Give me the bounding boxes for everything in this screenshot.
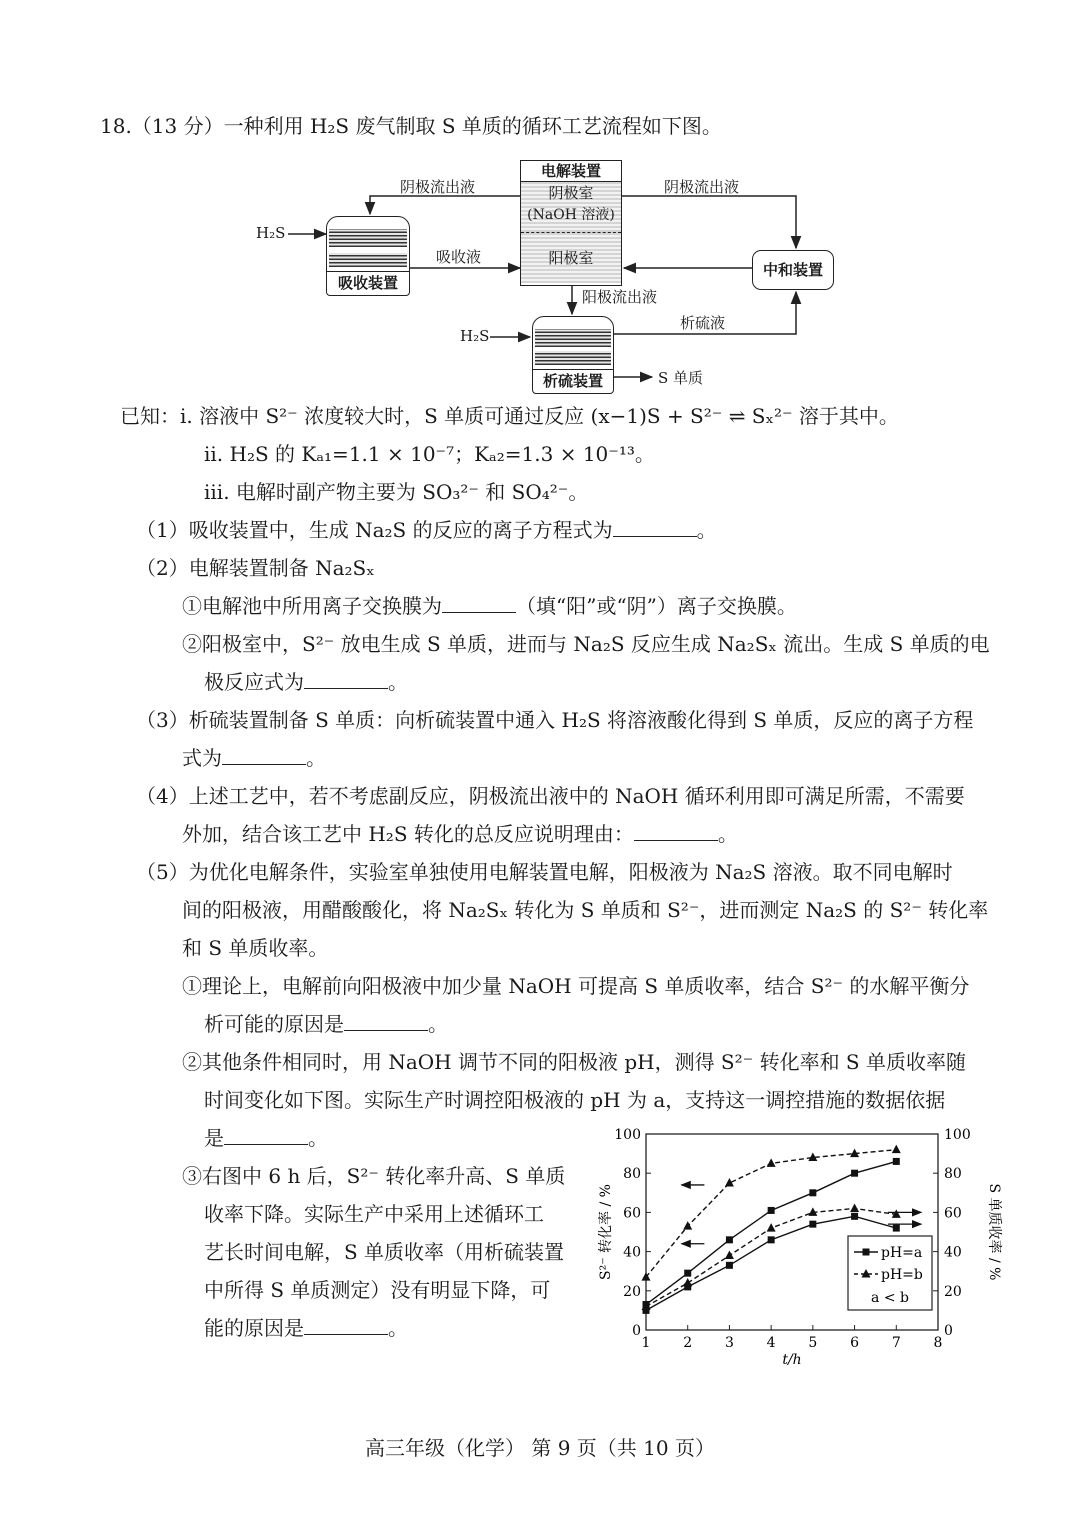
y-tick-label-left: 100 [614,1127,641,1143]
anode-chamber [521,233,621,283]
part-2-1 [182,592,797,620]
arrow-cathode-to-absorber [370,196,522,214]
part-5-1-text: 析可能的原因是 [204,1012,344,1036]
x-tick-label: 7 [891,1335,901,1351]
part-4-text: 外加，结合该工艺中 H₂S 转化的总反应说明理由： [182,822,634,846]
part-1-text: （1）吸收装置中，生成 Na₂S 的反应的离子方程式为 [136,518,613,542]
part-5-line1: （5）为优化电解条件，实验室单独使用电解装置电解，阳极液为 Na₂S 溶液。取不同电解时 [136,860,953,884]
period: 。 [308,1126,328,1150]
y-tick-label-left: 20 [623,1283,641,1300]
part-5-3-line3: 艺长时间电解，S 单质收率（用析硫装置 [204,1240,565,1264]
period: 。 [696,518,717,542]
y-tick-label-right: 80 [944,1166,962,1183]
part-2-1-hint: （填“阳”或“阴”）离子交换膜。 [516,594,797,618]
label-s-product: S 单质 [658,369,704,387]
part-4-line1: （4）上述工艺中，若不考虑副反应，阴极流出液中的 NaOH 循环利用即可满足所需，不需要 [136,784,965,808]
part-5-3-text: 能的原因是 [204,1316,304,1340]
arrow-cathode-to-neutralizer [620,196,796,248]
data-point-square [851,1213,858,1220]
data-point-square [893,1158,900,1165]
part-5-2-line3 [204,1124,328,1152]
part-5-3-line5 [204,1314,408,1342]
label-absorb-liquid: 吸收液 [436,248,482,266]
neutralizer-label: 中和装置 [762,261,823,279]
part-4-line2 [182,820,738,848]
data-point-triangle [683,1221,692,1230]
absorber-device [326,216,410,296]
data-point-square [726,1236,733,1243]
answer-blank-4[interactable] [634,822,718,841]
y-tick-label-right: 60 [944,1205,962,1222]
part-3-text: 式为 [182,746,222,770]
part-1 [136,516,717,544]
x-tick-label: 4 [766,1335,776,1351]
part-5-1-line1: ①理论上，电解前向阳极液中加少量 NaOH 可提高 S 单质收率，结合 S²⁻ 的水解平衡分 [182,974,970,998]
period: 。 [717,822,738,846]
part-5-3-line4: 中所得 S 单质测定）没有明显下降，可 [204,1278,551,1302]
period: 。 [388,1316,408,1340]
label-anode-out: 阳极流出液 [582,288,658,306]
x-axis-label: t/h [782,1352,802,1368]
data-point-square [809,1189,816,1196]
data-point-square [768,1236,775,1243]
part-3-line1: （3）析硫装置制备 S 单质：向析硫装置中通入 H₂S 将溶液酸化得到 S 单质，反应的离子方程 [136,708,974,732]
data-point-triangle [683,1278,692,1287]
answer-blank-5-2[interactable] [224,1126,308,1145]
label-sulfur-liquid: 析硫液 [680,314,726,332]
data-point-square [684,1270,691,1277]
period: 。 [388,670,408,694]
chart-legend [848,1236,932,1310]
data-point-triangle [892,1145,901,1154]
conversion-yield-chart [598,1118,1010,1368]
period: 。 [306,746,326,770]
part-5-3-line1: ③右图中 6 h 后，S²⁻ 转化率升高、S 单质 [182,1164,566,1188]
data-point-triangle [767,1223,776,1232]
question-header: 18.（13 分）一种利用 H₂S 废气制取 S 单质的循环工艺流程如下图。 [100,114,722,138]
known-ii: ii. H₂S 的 Kₐ₁=1.1 × 10⁻⁷；Kₐ₂=1.3 × 10⁻¹³。 [204,442,655,466]
label-h2s-2: H₂S [460,327,490,345]
period: 。 [428,1012,448,1036]
legend-label-b: pH=b [881,1267,923,1283]
part-5-1-line2 [204,1010,448,1038]
part-5-2-line1: ②其他条件相同时，用 NaOH 调节不同的阳极液 pH，测得 S²⁻ 转化率和 S 单质收率随 [182,1050,966,1074]
page-footer: 高三年级（化学） 第 9 页（共 10 页） [365,1436,715,1460]
part-2-2-line1: ②阳极室中，S²⁻ 放电生成 S 单质，进而与 Na₂S 反应生成 Na₂Sₓ 流出。生成 S 单质的电 [182,632,990,656]
part-5-2-text: 是 [204,1126,224,1150]
cathode-room-label: 阴极室 [548,184,594,202]
answer-blank-2-2[interactable] [304,670,388,689]
electrolysis-title: 电解装置 [521,161,621,182]
answer-blank-5-3[interactable] [304,1316,388,1335]
x-tick-label: 8 [933,1335,943,1351]
data-point-square [893,1225,900,1232]
part-3-line2 [182,744,326,772]
part-2-1-text: ①电解池中所用离子交换膜为 [182,594,442,618]
part-2-title: （2）电解装置制备 Na₂Sₓ [136,556,375,580]
neutralizer-device [752,250,834,290]
part-5-line2: 间的阳极液，用醋酸酸化，将 Na₂Sₓ 转化为 S 单质和 S²⁻，进而测定 Na₂S 的 S²⁻ 转化率 [182,898,989,922]
y-tick-label-right: 40 [944,1244,962,1261]
x-tick-label: 5 [808,1335,818,1351]
chart-axes [598,1127,1003,1368]
data-point-square [809,1221,816,1228]
data-point-square [851,1170,858,1177]
y-tick-label-right: 0 [944,1323,953,1339]
y-axis-label-right: S 单质收率 / % [986,1183,1002,1281]
y-tick-label-left: 80 [623,1166,641,1183]
part-5-line3: 和 S 单质收率。 [182,936,329,960]
sulfur-separation-device [532,316,614,394]
answer-blank-2-1[interactable] [442,594,516,613]
sulfur-separation-label: 析硫装置 [533,369,613,391]
part-5-3-line2: 收率下降。实际生产中采用上述循环工 [204,1202,544,1226]
legend-note: a < b [871,1290,909,1306]
part-2-2-text: 极反应式为 [204,670,304,694]
label-h2s-1: H₂S [256,224,286,242]
y-tick-label-right: 20 [944,1283,962,1300]
data-point-square [768,1207,775,1214]
label-cathode-out-left: 阴极流出液 [400,178,476,196]
known-iii: iii. 电解时副产物主要为 SO₃²⁻ 和 SO₄²⁻。 [204,480,589,504]
y-axis-label-left: S²⁻ 转化率 / % [598,1184,614,1280]
known-i: 已知：i. 溶液中 S²⁻ 浓度较大时，S 单质可通过反应 (x−1)S + S²⁻ ⇌ Sₓ²⁻ 溶于其中。 [120,404,899,428]
cathode-solution-label: (NaOH 溶液) [527,207,615,223]
legend-marker-square [863,1249,870,1256]
y-tick-label-left: 0 [632,1323,641,1339]
y-tick-label-left: 60 [623,1205,641,1222]
answer-blank-1[interactable] [613,518,697,537]
x-tick-label: 2 [683,1335,693,1351]
electrolysis-device [520,160,622,286]
label-cathode-out-right: 阴极流出液 [664,178,740,196]
x-tick-label: 3 [724,1335,734,1351]
part-5-2-line2: 时间变化如下图。实际生产时调控阳极液的 pH 为 a，支持这一调控措施的数据依据 [204,1088,946,1112]
data-point-triangle [767,1158,776,1167]
x-tick-label: 6 [850,1335,860,1351]
y-tick-label-right: 100 [944,1127,971,1143]
data-point-square [726,1262,733,1269]
y-tick-label-left: 40 [623,1244,641,1261]
part-2-2-line2 [204,668,408,696]
answer-blank-5-1[interactable] [344,1012,428,1031]
legend-label-a: pH=a [881,1245,923,1261]
cathode-chamber [521,182,621,233]
data-point-triangle [850,1203,859,1212]
anode-room-label: 阳极室 [548,249,594,267]
absorber-label: 吸收装置 [327,271,409,293]
data-point-triangle [725,1251,734,1260]
x-tick-label: 1 [641,1335,651,1351]
answer-blank-3[interactable] [222,746,306,765]
